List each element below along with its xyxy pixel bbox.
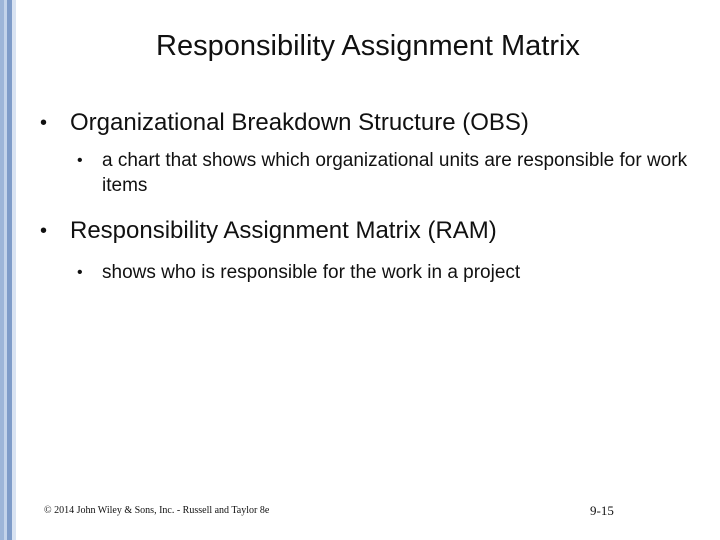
band-stripe <box>12 0 16 540</box>
bullet-dot-icon: • <box>40 220 48 242</box>
bullet-dot-icon: • <box>77 264 83 281</box>
bullet-obs <box>40 108 700 138</box>
copyright-footer: © 2014 John Wiley & Sons, Inc. - Russell and Taylor 8e <box>44 505 270 516</box>
page-number: 9-15 <box>590 503 614 518</box>
sub-bullet-obs <box>77 148 700 198</box>
sub-bullet-ram <box>77 260 700 285</box>
bullet-text: Responsibility Assignment Matrix (RAM) <box>70 217 497 244</box>
sub-bullet-text: shows who is responsible for the work in a project <box>102 262 521 283</box>
bullet-dot-icon: • <box>77 152 83 169</box>
slide-title: Responsibility Assignment Matrix <box>156 30 580 62</box>
bullet-text: Organizational Breakdown Structure (OBS) <box>70 109 529 136</box>
bullet-ram <box>40 216 700 246</box>
bullet-list <box>40 108 700 285</box>
decorative-left-band <box>0 0 16 540</box>
sub-bullet-text: a chart that shows which organizational units are responsible for work items <box>102 150 688 196</box>
bullet-dot-icon: • <box>40 112 48 134</box>
